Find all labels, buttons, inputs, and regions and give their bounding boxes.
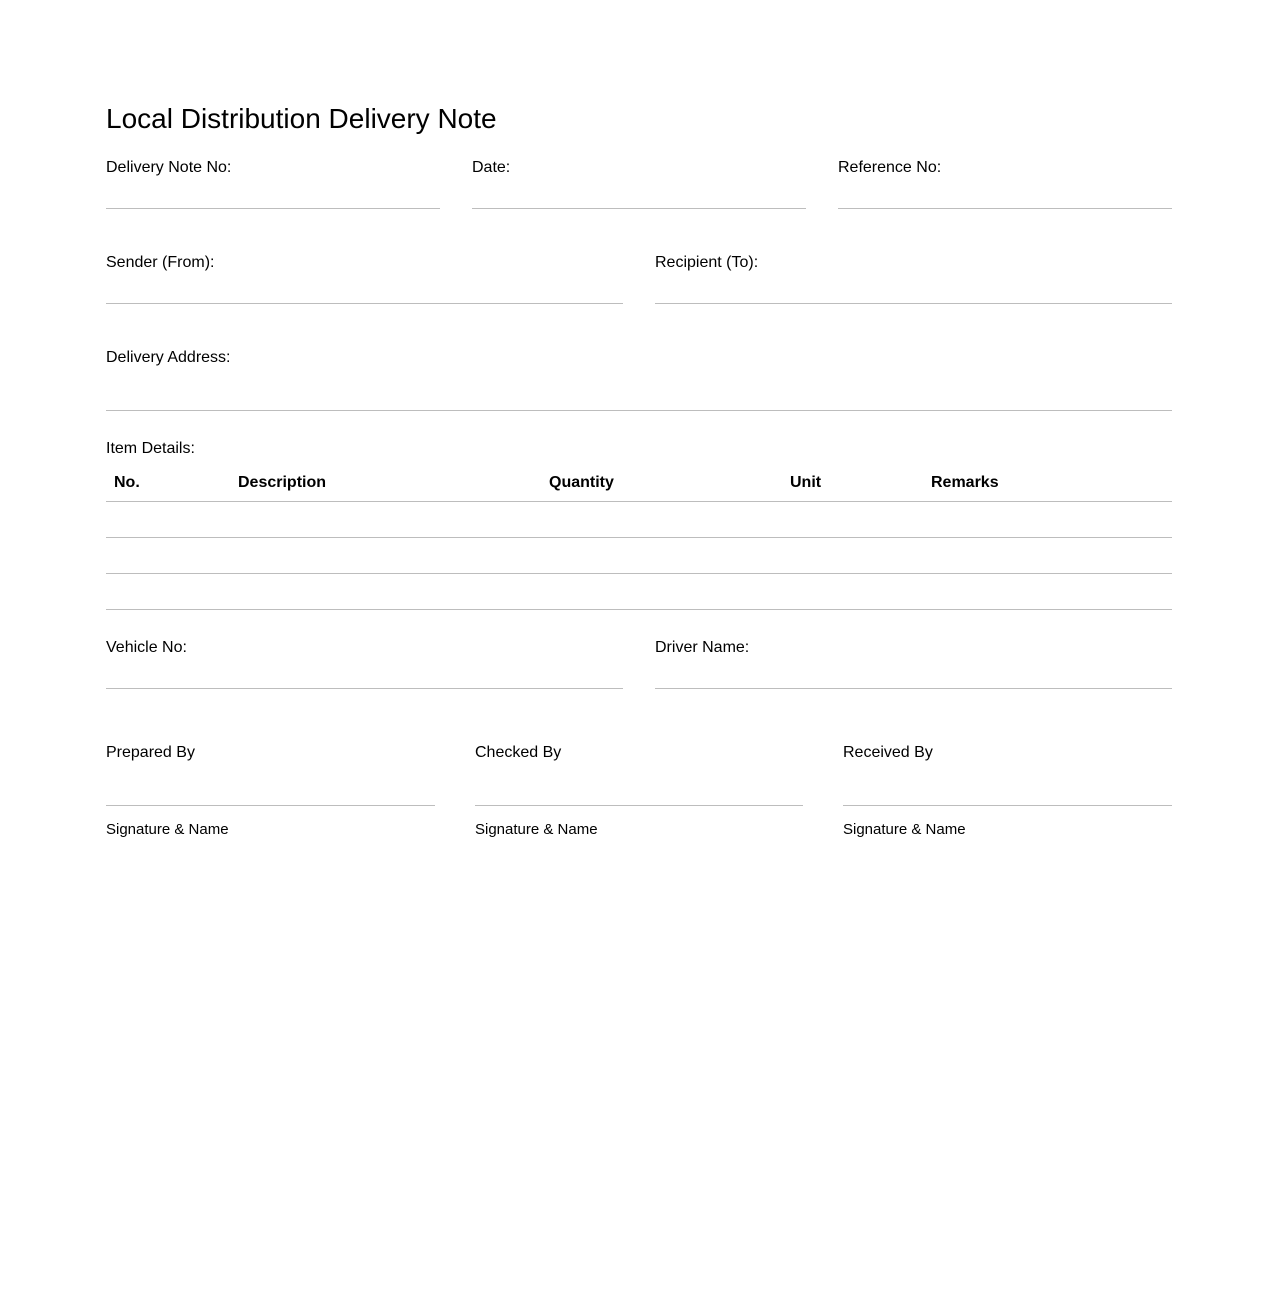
checked-by-label: Checked By — [475, 744, 562, 761]
column-header-unit: Unit — [790, 474, 822, 491]
vehicle-no-label: Vehicle No: — [106, 639, 187, 656]
table-row[interactable] — [106, 537, 1172, 538]
document-title: Local Distribution Delivery Note — [106, 103, 497, 134]
delivery-note-no-field[interactable] — [106, 208, 440, 209]
prepared-by-signature-line[interactable] — [106, 805, 435, 806]
driver-name-field[interactable] — [655, 688, 1172, 689]
recipient-field[interactable] — [655, 303, 1172, 304]
date-field[interactable] — [472, 208, 806, 209]
sender-field[interactable] — [106, 303, 623, 304]
reference-no-label: Reference No: — [838, 159, 942, 176]
delivery-note-no-label: Delivery Note No: — [106, 159, 232, 176]
driver-name-label: Driver Name: — [655, 639, 750, 656]
received-by-caption: Signature & Name — [843, 821, 966, 838]
item-details-label: Item Details: — [106, 440, 195, 457]
table-row[interactable] — [106, 609, 1172, 610]
reference-no-field[interactable] — [838, 208, 1172, 209]
column-header-no: No. — [114, 474, 140, 491]
received-by-label: Received By — [843, 744, 933, 761]
prepared-by-label: Prepared By — [106, 744, 195, 761]
column-header-description: Description — [238, 474, 327, 491]
recipient-label: Recipient (To): — [655, 254, 759, 271]
received-by-signature-line[interactable] — [843, 805, 1172, 806]
date-label: Date: — [472, 159, 511, 176]
checked-by-caption: Signature & Name — [475, 821, 598, 838]
table-row[interactable] — [106, 573, 1172, 574]
sender-label: Sender (From): — [106, 254, 215, 271]
table-header-rule — [106, 501, 1172, 502]
vehicle-no-field[interactable] — [106, 688, 623, 689]
column-header-quantity: Quantity — [549, 474, 614, 491]
delivery-address-label: Delivery Address: — [106, 349, 231, 366]
checked-by-signature-line[interactable] — [475, 805, 803, 806]
column-header-remarks: Remarks — [931, 474, 999, 491]
prepared-by-caption: Signature & Name — [106, 821, 229, 838]
delivery-address-field[interactable] — [106, 410, 1172, 411]
